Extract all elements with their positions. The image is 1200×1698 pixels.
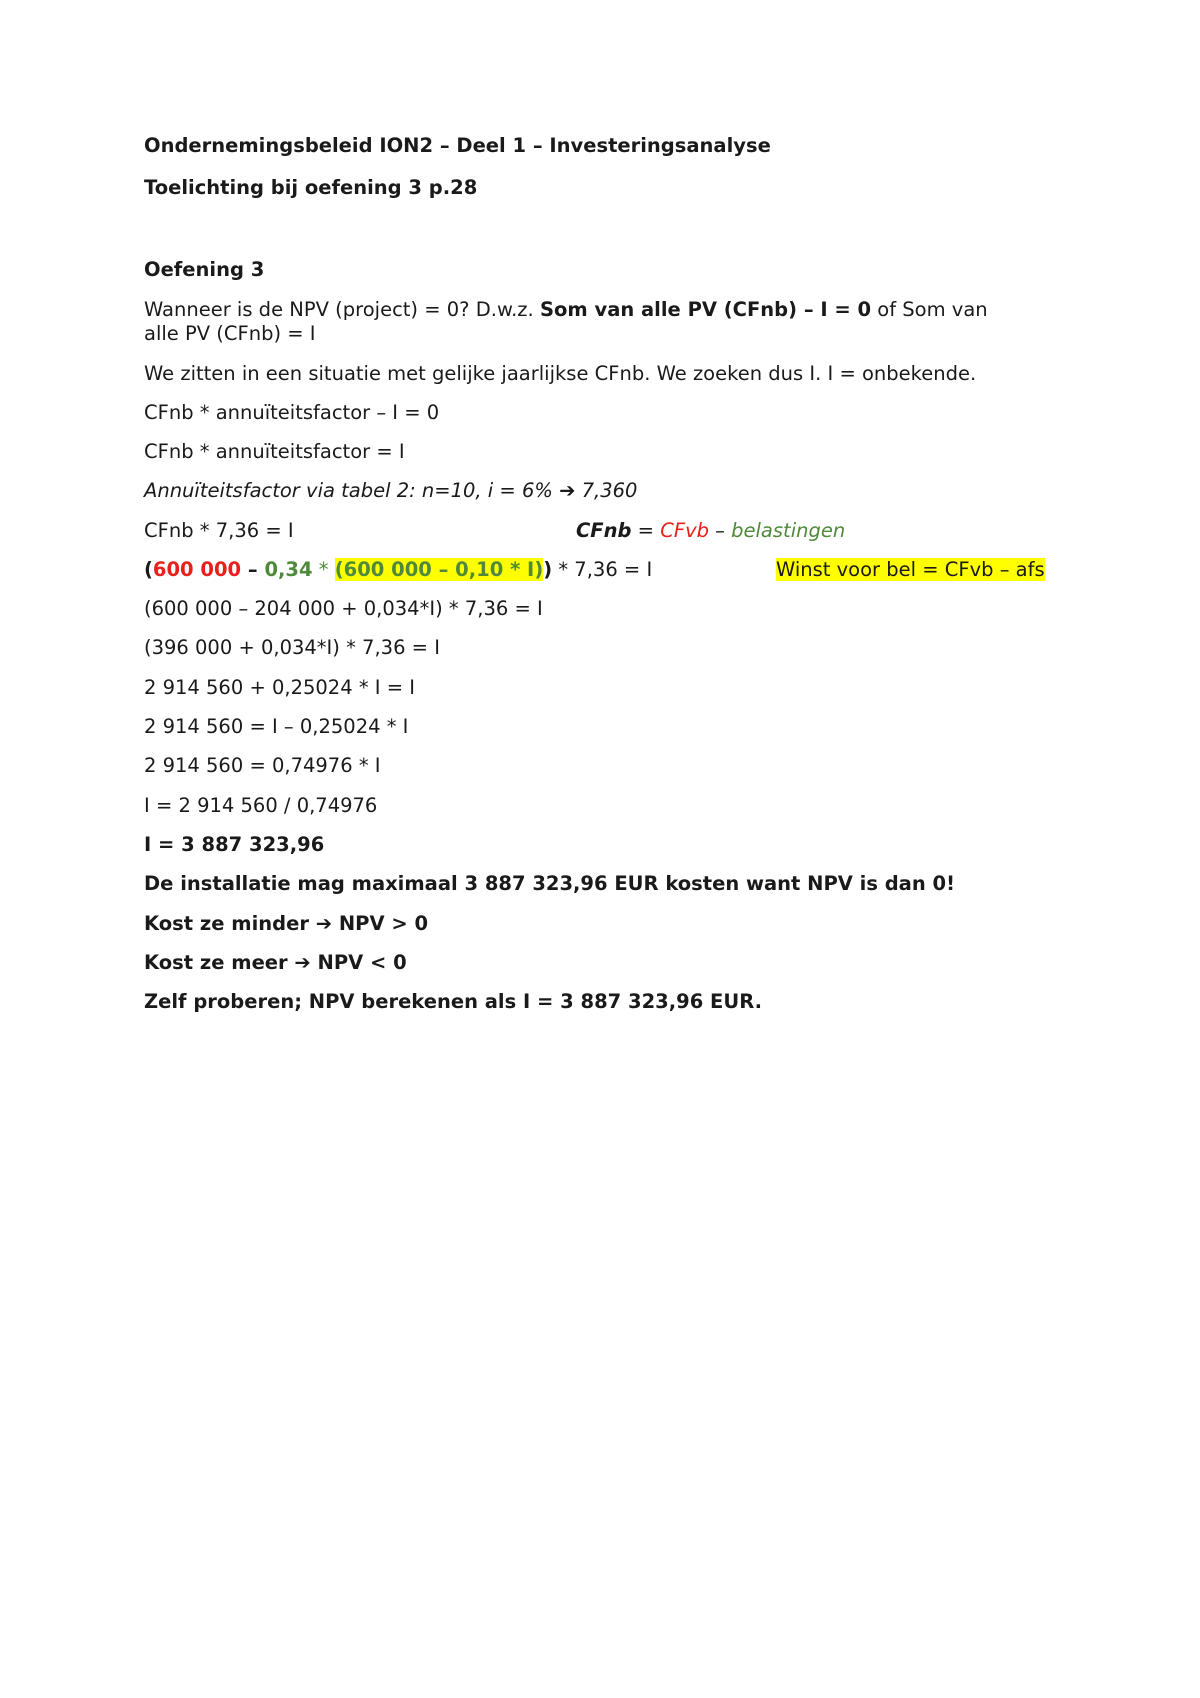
formula-close-paren: )	[543, 558, 553, 581]
winst-note-highlight: Winst voor bel = CFvb – afs	[776, 558, 1045, 581]
annuity-text: Annuïteitsfactor via tabel 2: n=10, i = 6%	[144, 479, 560, 502]
result-line: I = 3 887 323,96	[144, 833, 325, 856]
document-title: Ondernemingsbeleid ION2 – Deel 1 – Investeringsanalyse	[144, 134, 771, 157]
equation-line: 2 914 560 + 0,25024 * I = I	[144, 676, 416, 699]
def-cfnb: CFnb	[576, 519, 632, 542]
arrow-right-icon: ➔	[559, 479, 576, 502]
equation-line: 2 914 560 = 0,74976 * I	[144, 754, 381, 777]
formula-profit-highlight: (600 000 – 0,10 * I)	[334, 558, 544, 581]
cost-less-result: NPV > 0	[332, 912, 429, 935]
equation-line: (600 000 – 204 000 + 0,034*I) * 7,36 = I	[144, 597, 543, 620]
cost-more-line	[144, 951, 407, 975]
cost-more-result: NPV < 0	[310, 951, 407, 974]
formula-multiply: *	[312, 558, 335, 581]
cost-more-text: Kost ze meer	[144, 951, 295, 974]
arrow-right-icon: ➔	[294, 951, 311, 974]
question-bold: Som van alle PV (CFnb) – I = 0	[539, 298, 872, 321]
formula-minus: –	[241, 558, 265, 581]
def-cfvb: CFvb	[660, 519, 709, 542]
question-line-1	[144, 298, 988, 322]
arrow-right-icon: ➔	[315, 912, 333, 935]
question-text-end: of Som van	[871, 298, 988, 321]
formula-open-paren: (	[144, 558, 153, 581]
cost-less-text: Kost ze minder	[144, 912, 316, 935]
formula-cfvb-value: 600 000	[152, 558, 242, 581]
equation-line: CFnb * 7,36 = I	[144, 519, 294, 542]
equation-line: CFnb * annuïteitsfactor = I	[144, 440, 405, 463]
formula-line	[144, 558, 652, 582]
formula-rest: * 7,36 = I	[552, 558, 653, 581]
winst-note	[776, 558, 1045, 582]
question-text: Wanneer is de NPV (project) = 0? D.w.z.	[144, 298, 540, 321]
cost-less-line	[144, 912, 428, 936]
annuity-line	[144, 479, 637, 503]
equation-line: I = 2 914 560 / 0,74976	[144, 794, 378, 817]
def-equals: =	[631, 519, 661, 542]
equation-line: CFnb * annuïteitsfactor – I = 0	[144, 401, 440, 424]
conclusion-line: De installatie mag maximaal 3 887 323,96 EUR kosten want NPV is dan 0!	[144, 872, 955, 895]
equation-line: (396 000 + 0,034*I) * 7,36 = I	[144, 636, 440, 659]
cfnb-definition	[576, 519, 845, 543]
formula-tax-rate: 0,34	[264, 558, 313, 581]
annuity-value: 7,360	[575, 479, 638, 502]
def-belastingen: belastingen	[731, 519, 846, 542]
situation-line: We zitten in een situatie met gelijke jaarlijkse CFnb. We zoeken dus I. I = onbekende.	[144, 362, 977, 385]
document-subtitle: Toelichting bij oefening 3 p.28	[144, 176, 478, 199]
section-heading: Oefening 3	[144, 258, 265, 281]
try-yourself-line: Zelf proberen; NPV berekenen als I = 3 887 323,96 EUR.	[144, 990, 762, 1013]
equation-line: 2 914 560 = I – 0,25024 * I	[144, 715, 409, 738]
def-minus: –	[708, 519, 732, 542]
question-line-2: alle PV (CFnb) = I	[144, 322, 316, 345]
